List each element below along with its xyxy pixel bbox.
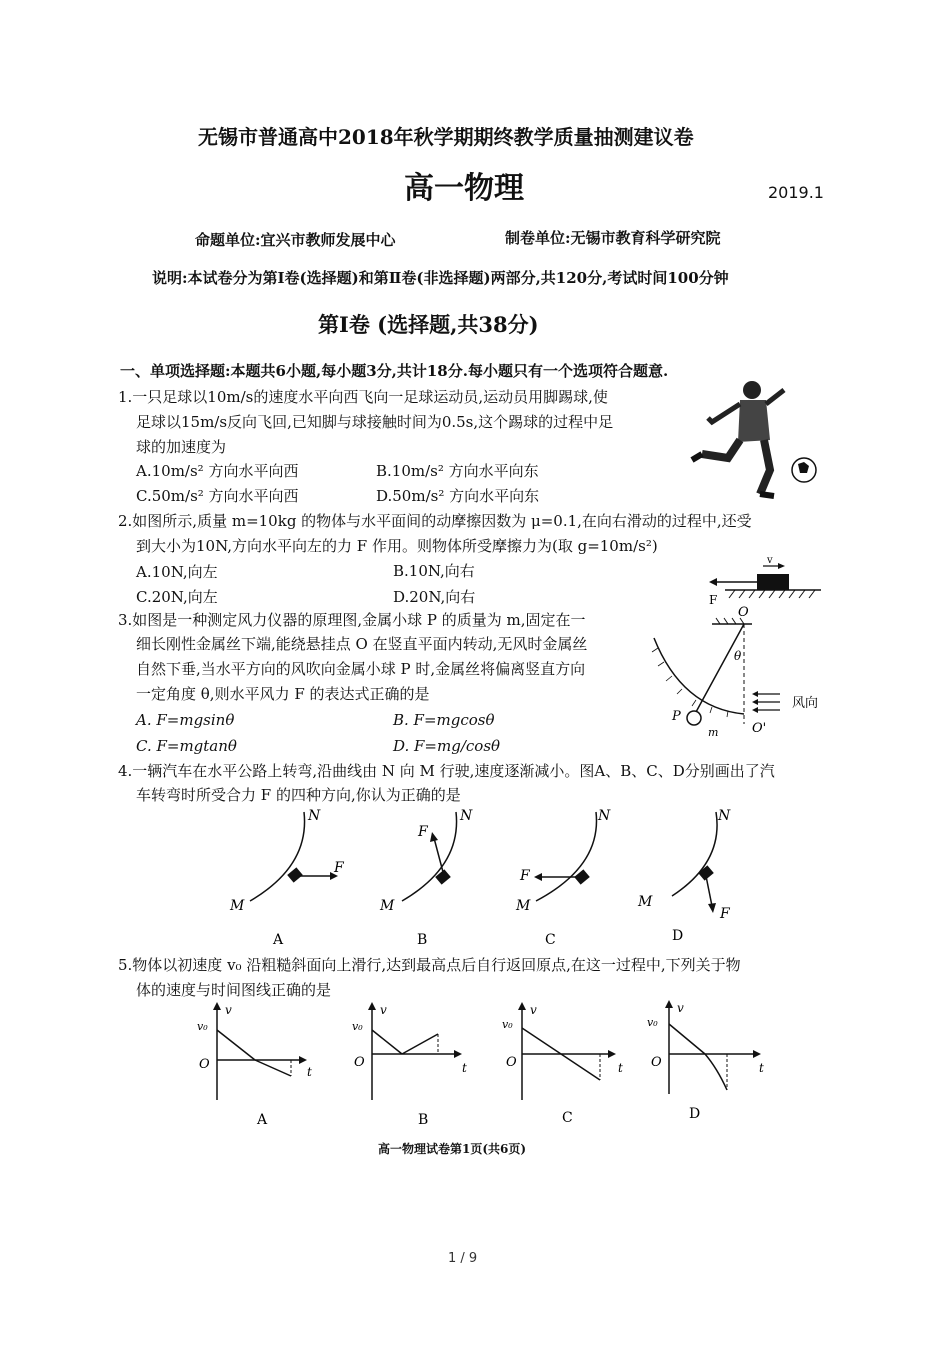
q4-figure-b bbox=[372, 806, 502, 946]
q3-option-c: C. F=mgtanθ bbox=[136, 737, 237, 755]
point-m-label: M bbox=[380, 898, 395, 914]
q1-line: 足球以15m/s反向飞回,已知脚与球接触时间为0.5s,这个踢球的过程中足 bbox=[136, 413, 614, 431]
exam-title: 无锡市普通高中2018年秋学期期终教学质量抽测建议卷 bbox=[198, 125, 694, 149]
q2-option-a: A.10N,向左 bbox=[136, 563, 218, 581]
q3-line: 细长刚性金属丝下端,能绕悬挂点 O 在竖直平面内转动,无风时金属丝 bbox=[136, 635, 588, 653]
ball-label: P bbox=[672, 709, 681, 724]
q2-option-d: D.20N,向右 bbox=[393, 588, 476, 606]
page-number: 1 / 9 bbox=[448, 1251, 478, 1266]
v0-label: v₀ bbox=[502, 1018, 513, 1031]
t-axis-label: t bbox=[618, 1061, 623, 1075]
print-unit: 制卷单位:无锡市教育科学研究院 bbox=[505, 229, 721, 247]
option-label: D bbox=[672, 928, 684, 944]
q5-graph-d bbox=[645, 998, 775, 1128]
q5-graph-a bbox=[195, 1000, 325, 1130]
soccer-player-image bbox=[688, 378, 823, 500]
q1-option-d: D.50m/s² 方向水平向东 bbox=[376, 487, 540, 505]
q2-line: 到大小为10N,方向水平向左的力 F 作用。则物体所受摩擦力为(取 g=10m/s²) bbox=[136, 537, 658, 555]
exam-date: 2019.1 bbox=[768, 183, 824, 202]
page-footer-label: 高一物理试卷第1页(共6页) bbox=[378, 1142, 527, 1156]
q1-line: 1.一只足球以10m/s的速度水平向西飞向一足球运动员,运动员用脚踢球,使 bbox=[118, 388, 608, 406]
q3-line: 3.如图是一种测定风力仪器的原理图,金属小球 P 的质量为 m,固定在一 bbox=[118, 611, 586, 629]
point-m-label: M bbox=[516, 898, 531, 914]
section-instruction: 一、单项选择题:本题共6小题,每小题3分,共计18分.每小题只有一个选项符合题意. bbox=[120, 362, 669, 380]
origin-label: O bbox=[354, 1055, 365, 1070]
v0-label: v₀ bbox=[647, 1016, 658, 1029]
q4-figure-c bbox=[512, 806, 642, 946]
point-n-label: N bbox=[718, 808, 731, 824]
v-axis-label: v bbox=[530, 1003, 537, 1017]
section-title: 第Ⅰ卷 (选择题,共38分) bbox=[318, 312, 539, 337]
t-axis-label: t bbox=[759, 1061, 764, 1075]
q4-line: 车转弯时所受合力 F 的四种方向,你认为正确的是 bbox=[136, 786, 461, 804]
q3-option-b: B. F=mgcosθ bbox=[393, 711, 495, 729]
t-axis-label: t bbox=[307, 1065, 312, 1079]
q3-option-d: D. F=mg/cosθ bbox=[393, 737, 501, 755]
q4-line: 4.一辆汽车在水平公路上转弯,沿曲线由 N 向 M 行驶,速度逐渐减小。图A、B、C、D分别画出了汽 bbox=[118, 762, 775, 780]
bottom-point-label: O' bbox=[752, 721, 767, 736]
v-axis-label: v bbox=[380, 1003, 387, 1017]
v-axis-label: v bbox=[225, 1003, 232, 1017]
q3-line: 一定角度 θ,则水平风力 F 的表达式正确的是 bbox=[136, 685, 430, 703]
q2-option-c: C.20N,向左 bbox=[136, 588, 218, 606]
q5-graph-b bbox=[350, 1000, 480, 1130]
v0-label: v₀ bbox=[352, 1020, 363, 1033]
q3-option-a: A. F=mgsinθ bbox=[136, 711, 235, 729]
exam-note: 说明:本试卷分为第Ⅰ卷(选择题)和第Ⅱ卷(非选择题)两部分,共120分,考试时间100分钟 bbox=[152, 269, 729, 287]
author-unit: 命题单位:宜兴市教师发展中心 bbox=[195, 231, 396, 249]
subject-title: 高一物理 bbox=[404, 171, 524, 206]
v-axis-label: v bbox=[677, 1001, 684, 1015]
force-label: F bbox=[709, 593, 718, 607]
q2-option-b: B.10N,向右 bbox=[393, 562, 475, 580]
q4-figure-d bbox=[632, 806, 762, 946]
q4-figure-a bbox=[220, 806, 350, 946]
q5-graph-c bbox=[500, 1000, 640, 1130]
option-label: A bbox=[273, 932, 284, 948]
option-label: B bbox=[417, 932, 428, 948]
mass-label: m bbox=[708, 726, 719, 739]
option-label: D bbox=[689, 1106, 701, 1122]
q1-option-b: B.10m/s² 方向水平向东 bbox=[376, 462, 539, 480]
force-label: F bbox=[520, 868, 530, 884]
q3-wind-meter-diagram bbox=[652, 604, 832, 744]
q5-line: 5.物体以初速度 v₀ 沿粗糙斜面向上滑行,达到最高点后自行返回原点,在这一过程中,下列关于物 bbox=[118, 956, 741, 974]
q1-option-a: A.10m/s² 方向水平向西 bbox=[136, 462, 299, 480]
v0-label: v₀ bbox=[197, 1020, 208, 1033]
t-axis-label: t bbox=[462, 1061, 467, 1075]
origin-label: O bbox=[651, 1055, 662, 1070]
origin-label: O bbox=[199, 1057, 210, 1072]
q2-line: 2.如图所示,质量 m=10kg 的物体与水平面间的动摩擦因数为 μ=0.1,在向右滑动的过程中,还受 bbox=[118, 512, 752, 530]
force-label: F bbox=[720, 906, 730, 922]
option-label: A bbox=[257, 1112, 268, 1128]
point-n-label: N bbox=[308, 808, 321, 824]
q1-line: 球的加速度为 bbox=[136, 438, 227, 456]
option-label: C bbox=[562, 1110, 573, 1126]
velocity-label: v bbox=[767, 555, 773, 566]
q5-line: 体的速度与时间图线正确的是 bbox=[136, 981, 332, 999]
origin-label: O bbox=[506, 1055, 517, 1070]
force-label: F bbox=[418, 824, 428, 840]
point-n-label: N bbox=[598, 808, 611, 824]
wind-direction-label: 风向 bbox=[792, 696, 819, 711]
point-m-label: M bbox=[638, 894, 653, 910]
q1-option-c: C.50m/s² 方向水平向西 bbox=[136, 487, 299, 505]
q2-block-diagram bbox=[705, 556, 825, 606]
pivot-label: O bbox=[738, 605, 749, 620]
option-label: B bbox=[418, 1112, 429, 1128]
point-n-label: N bbox=[460, 808, 473, 824]
option-label: C bbox=[545, 932, 556, 948]
force-label: F bbox=[334, 860, 344, 876]
theta-label: θ bbox=[734, 649, 742, 663]
q3-line: 自然下垂,当水平方向的风吹向金属小球 P 时,金属丝将偏离竖直方向 bbox=[136, 660, 586, 678]
point-m-label: M bbox=[230, 898, 245, 914]
